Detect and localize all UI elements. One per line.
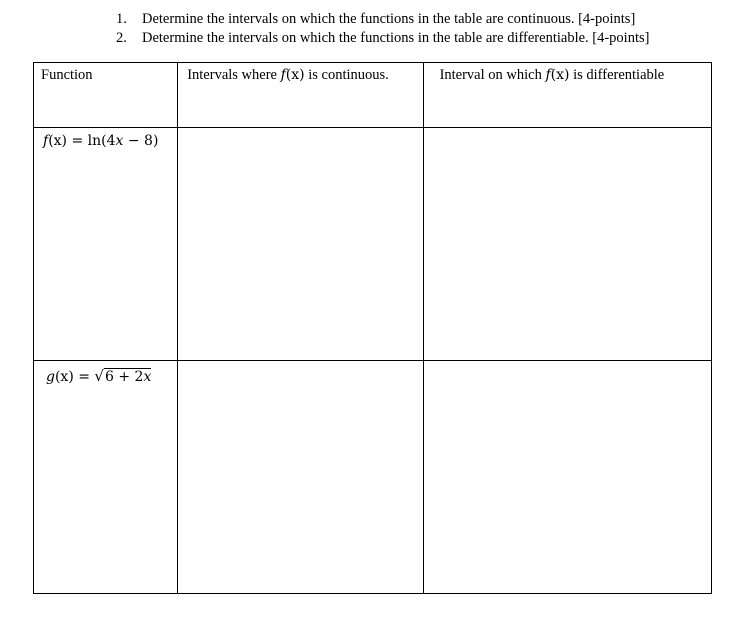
instructions-list <box>116 10 736 48</box>
header-continuous-prefix: Intervals where <box>187 67 281 83</box>
instruction-number: 2. <box>116 30 127 46</box>
answer-cell-f-differentiable[interactable] <box>423 128 711 361</box>
header-differentiable-suffix: is differentiable <box>569 67 665 83</box>
function-f-expression <box>34 128 177 150</box>
answer-g-differentiable[interactable] <box>424 361 711 593</box>
header-function-label: Function <box>41 67 93 83</box>
answer-cell-f-continuous[interactable] <box>178 128 423 361</box>
function-g-expression <box>34 361 177 386</box>
square-root-symbol: √ <box>94 367 104 385</box>
function-cell-f <box>34 128 178 361</box>
function-g-name: g <box>46 369 55 385</box>
function-g-radicand-const: 6 + 2 <box>104 369 144 385</box>
table-row <box>34 128 712 361</box>
function-g-radicand <box>104 368 151 385</box>
function-f-lhs: (x) = ln(4 <box>48 133 116 149</box>
header-differentiable-function <box>545 67 569 83</box>
instruction-item-1 <box>116 10 736 29</box>
function-g-lhs: (x) = <box>54 369 95 385</box>
header-differentiable-label <box>424 63 711 84</box>
header-continuous-suffix: is continuous. <box>304 67 389 83</box>
header-differentiable-prefix: Interval on which <box>439 67 546 83</box>
header-differentiable-fn-name: f <box>545 67 551 83</box>
function-f-rhs: − 8) <box>123 133 159 149</box>
header-cell-continuous <box>178 63 423 128</box>
function-cell-g <box>34 361 178 594</box>
instruction-number: 1. <box>116 11 127 27</box>
table-row <box>34 361 712 594</box>
instruction-text: Determine the intervals on which the functions in the table are continuous. [4-points] <box>142 11 636 27</box>
answer-f-differentiable[interactable] <box>424 128 711 360</box>
header-cell-differentiable <box>423 63 711 128</box>
answer-cell-g-differentiable[interactable] <box>423 361 711 594</box>
instruction-text: Determine the intervals on which the functions in the table are differentiable. [4-points] <box>142 30 650 46</box>
function-g-variable: x <box>143 369 152 385</box>
function-table <box>33 62 712 594</box>
answer-f-continuous[interactable] <box>178 128 422 360</box>
header-continuous-fn-name: f <box>280 67 286 83</box>
header-continuous-fn-arg: (x) <box>285 67 305 83</box>
header-differentiable-fn-arg: (x) <box>550 67 570 83</box>
table-header-row <box>34 63 712 128</box>
function-f-name: f <box>43 133 49 149</box>
instruction-item-2 <box>116 29 736 48</box>
header-continuous-function <box>281 67 305 83</box>
answer-cell-g-continuous[interactable] <box>178 361 423 594</box>
header-continuous-label <box>178 63 422 84</box>
answer-g-continuous[interactable] <box>178 361 422 593</box>
function-f-variable: x <box>115 133 124 149</box>
header-cell-function <box>34 63 178 128</box>
